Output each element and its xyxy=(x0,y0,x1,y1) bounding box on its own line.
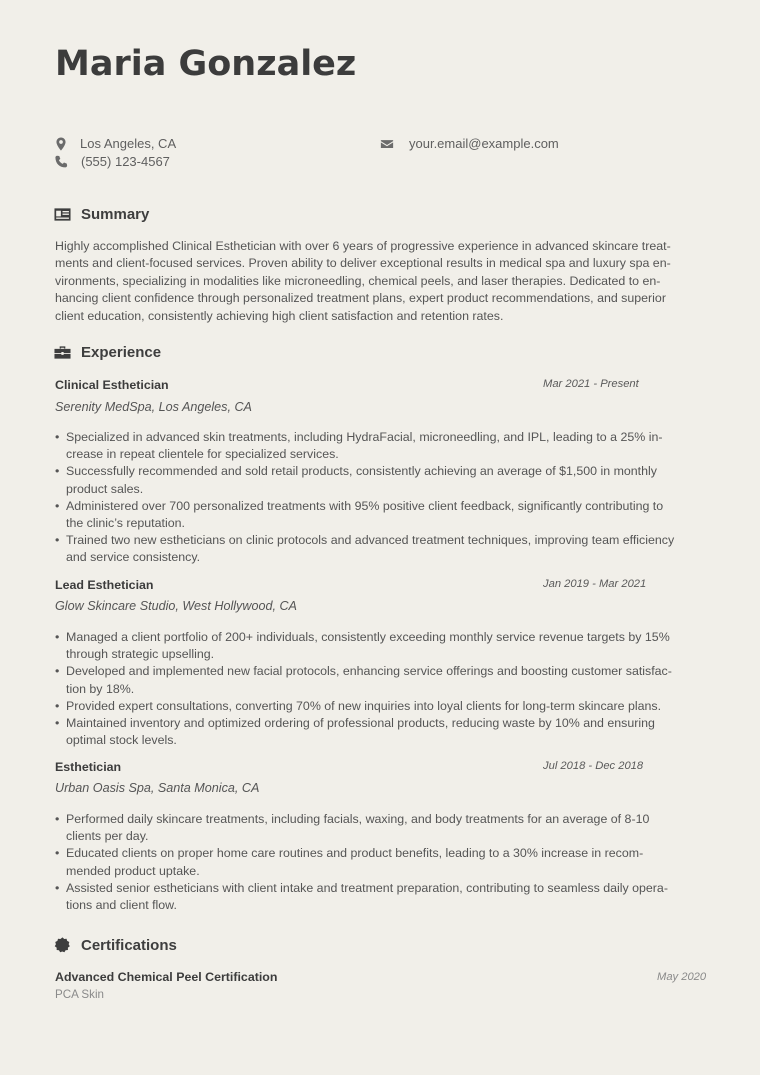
summary-paragraph xyxy=(55,238,707,325)
contact-location xyxy=(54,136,176,151)
phone-icon xyxy=(54,155,68,169)
summary-heading xyxy=(54,206,149,223)
job-date: Jul 2018 - Dec 2018 xyxy=(543,760,644,772)
list-item: • Developed and implemented new facial protocols, enhancing service offerings and boosting customer satisfac- tion by 18%. xyxy=(55,663,711,697)
list-item: • Administered over 700 personalized treatments with 95% positive client feedback, significantly contributing to the clinic’s reputation. xyxy=(55,498,711,532)
location-text: Los Angeles, CA xyxy=(80,136,177,151)
summary-line: ments and client-focused services. Proven ability to deliver exceptional results in medical spa and luxury spa en- xyxy=(55,256,671,271)
certifications-title: Certifications xyxy=(81,937,177,954)
job-company: Serenity MedSpa, Los Angeles, CA xyxy=(55,400,252,414)
job-title: Clinical Esthetician xyxy=(55,378,169,392)
map-pin-icon xyxy=(54,137,68,151)
job-bullets xyxy=(55,429,711,567)
list-item: • Specialized in advanced skin treatments, including HydraFacial, microneedling, and IPL, leading to a 25% in- crease in repeat clientele for specialized services. xyxy=(55,429,711,463)
job-date: Jan 2019 - Mar 2021 xyxy=(543,578,647,590)
list-item: • Successfully recommended and sold retail products, consistently achieving an average of $1,500 in monthly product sales. xyxy=(55,463,711,497)
job-title: Esthetician xyxy=(55,760,122,774)
list-item: • Provided expert consultations, converting 70% of new inquiries into loyal clients for long-term skincare plans. xyxy=(55,698,711,715)
list-item: • Assisted senior estheticians with client intake and treatment preparation, contributing to seamless daily opera- tions and client flow. xyxy=(55,880,711,914)
job-bullets xyxy=(55,629,711,749)
summary-line: vironments, specializing in modalities like microneedling, chemical peels, and laser therapies. Dedicated to en- xyxy=(55,273,661,288)
list-item: • Managed a client portfolio of 200+ individuals, consistently exceeding monthly service revenue targets by 15% through strategic upselling. xyxy=(55,629,711,663)
job-company: Glow Skincare Studio, West Hollywood, CA xyxy=(55,599,297,613)
list-item: • Trained two new estheticians on clinic protocols and advanced treatment techniques, improving team efficiency and service consistency. xyxy=(55,532,711,566)
job-company: Urban Oasis Spa, Santa Monica, CA xyxy=(55,781,260,795)
candidate-name: Maria Gonzalez xyxy=(55,44,357,84)
certification-date: May 2020 xyxy=(657,971,707,983)
briefcase-icon xyxy=(54,344,71,361)
phone-text: (555) 123-4567 xyxy=(81,154,170,169)
contact-phone xyxy=(54,154,170,169)
job-bullets xyxy=(55,811,711,914)
list-item: • Maintained inventory and optimized ordering of professional products, reducing waste by 10% and ensuring optimal stock levels. xyxy=(55,715,711,749)
summary-line: client education, consistently achieving high client satisfaction and retention rates. xyxy=(55,308,504,323)
list-item: • Educated clients on proper home care routines and product benefits, leading to a 30% increase in recom- mended product uptake. xyxy=(55,845,711,879)
summary-line: hancing client confidence through personalized treatment plans, expert product recommendations, and superior xyxy=(55,291,666,306)
summary-line: Highly accomplished Clinical Esthetician with over 6 years of progressive experience in advanced skincare treat- xyxy=(55,239,671,253)
summary-title: Summary xyxy=(81,206,150,223)
envelope-icon xyxy=(380,137,394,151)
job-date: Mar 2021 - Present xyxy=(543,378,639,390)
id-card-icon xyxy=(54,206,71,223)
email-link[interactable]: your.email@example.com xyxy=(409,136,559,151)
certifications-heading xyxy=(54,937,177,954)
job-title: Lead Esthetician xyxy=(55,578,154,592)
contact-email[interactable] xyxy=(380,136,559,151)
experience-title: Experience xyxy=(81,344,162,361)
list-item: • Performed daily skincare treatments, including facials, waxing, and body treatments for an average of 8-10 clients per day. xyxy=(55,811,711,845)
badge-icon xyxy=(54,937,71,954)
certification-issuer: PCA Skin xyxy=(55,988,104,1001)
experience-heading xyxy=(54,344,161,361)
certification-title: Advanced Chemical Peel Certification xyxy=(55,970,278,984)
